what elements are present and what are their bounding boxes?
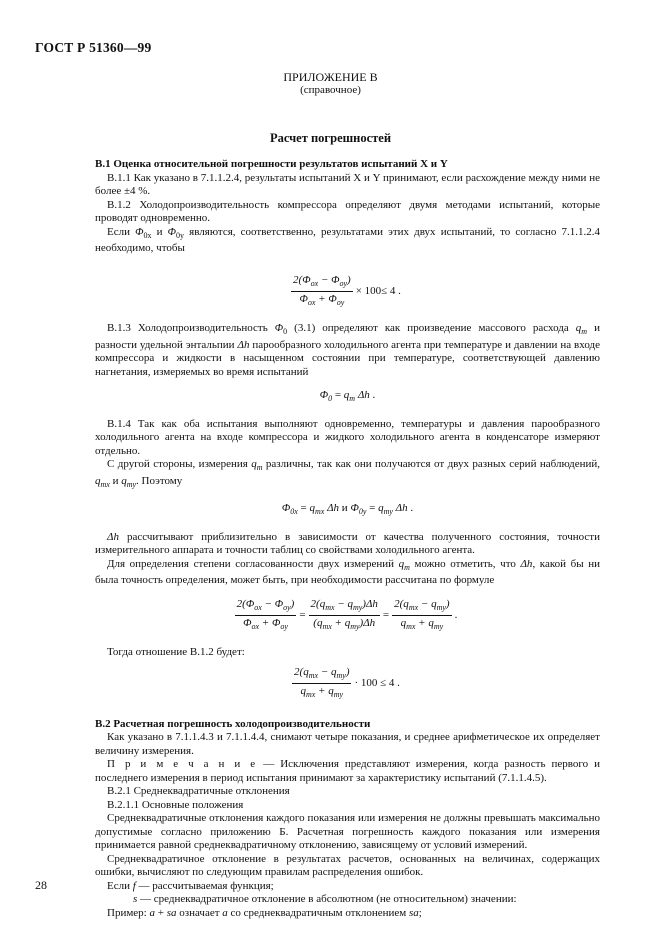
appendix-subtitle: (справочное) — [300, 84, 361, 96]
paragraph-b1-1: В.1.1 Как указано в 7.1.1.2.4, результаты испытаний X и Y принимают, если расхождение между ними не более ±4 %. — [95, 171, 600, 197]
b1-heading: В.1 Оценка относительной погрешности результатов испытаний X и Y — [95, 158, 448, 170]
paragraph-b1-3: В.1.3 Холодопроизводительность $\Phi_0$ (3.1) определяют как произведение массового расхода $q_m$ и разности удельной энтальпии Δh парообразного холодильного агента при температуре и давлении на входе компрессора и жидкости в насыщенном состоянии при температуре, соответствующей давлению нагнетания, измеряемых во время испытаний — [95, 322, 601, 378]
paragraph-b1-4: В.1.4 Так как оба испытания выполняют одновременно, температуры и давления парообразного холодильного агента на входе компрессора и жидкого холодильного агента в конденсаторе измеряют отдельно. — [95, 417, 600, 457]
paragraph-deviations: Среднеквадратичные отклонения каждого показания или измерения не должны превышать максимально допустимые согласно приложению Б. Расчетная погрешность каждого показания или измерения принимается равной среднеквадратичному отклонению, зависящему от условий измерений. — [95, 812, 600, 852]
formula-1: $\frac{2(\Phi_{ox} - \Phi_{oy})}{\Phi_{ox} + \Phi_{oy}}$ × 100≤ 4 . — [293, 273, 401, 308]
paragraph-dh: Δh рассчитывают приблизительно в зависимости от качества полученного состояния, точности измерительного аппарата и точности таблиц со свойствами холодильного агента. — [95, 530, 600, 556]
page-number: 28 — [35, 878, 47, 892]
paragraph-example: Пример: a + sa означает a со среднеквадратичным отклонением sa; — [107, 906, 422, 919]
formula-3: $\Phi_{0x} = q_{mx}$ Δh и $\Phi_{0y} = q_{my}$ Δh . — [281, 501, 414, 516]
formula-2: $\Phi_0 = q_m$ Δh . — [319, 389, 376, 404]
paragraph-degree: Для определения степени согласованности двух измерений $q_m$ можно отметить, что Δh, какой бы ни была точность определения, может быть, при необходимости рассчитана по формуле — [95, 557, 600, 587]
note: П р и м е ч а н и е — Исключения представляют измерения, когда разность первого и последнего измерения в период испытания принимают за характеристику испытаний (7.1.1.4.5). — [95, 758, 600, 784]
paragraph-ratio: Тогда отношение В.1.2 будет: — [107, 646, 245, 659]
section-title: Расчет погрешностей — [269, 131, 392, 145]
main-content — [95, 152, 600, 920]
paragraph-calculation: Среднеквадратичное отклонение в результатах расчетов, основанных на величинах, содержащих ошибки, вычисляют по следующим правилам распределения ошибок. — [95, 852, 600, 879]
b2-heading: В.2 Расчетная погрешность холодопроизводительности — [95, 717, 371, 730]
paragraph-b2: Как указано в 7.1.1.4.3 и 7.1.1.4.4, снимают четыре показания, и среднее арифметическое их определяет величину измерения. — [95, 731, 600, 757]
paragraph-b2-1: В.2.1 Среднеквадратичные отклонения — [107, 785, 290, 798]
paragraph-if: Если $\Phi_{0x}$ и $\Phi_{0y}$ являются, соответственно, результатами этих двух испытаний, то согласно 7.1.1.2.4 необходимо, чтобы — [95, 225, 601, 255]
document-header: ГОСТ Р 51360—99 — [35, 40, 152, 55]
paragraph-b1-2: В.1.2 Холодопроизводительность компрессора определяют двумя методами испытаний, которые проводят одновременно. — [95, 198, 600, 224]
appendix-title: ПРИЛОЖЕНИЕ В — [283, 70, 378, 84]
formula-5: $\frac{2(q_{mx} - q_{my})}{q_{mx} + q_{my}}$ · 100 ≤ 4 . — [294, 665, 400, 700]
appendix-heading — [0, 71, 661, 97]
paragraph-s-definition: s — среднеквадратичное отклонение в абсолютном (не относительном) значении: — [133, 893, 517, 906]
paragraph-b2-1-1: В.2.1.1 Основные положения — [107, 798, 244, 811]
paragraph-function: Если f — рассчитываемая функция; — [107, 879, 274, 892]
formula-4: $\frac{2(\Phi_{ox} - \Phi_{oy})}{\Phi_{ox} + \Phi_{oy}}$ = $\frac{2(q_{mx} - q_{my})\Delta h}{(q_{mx} + q_{my})\Delta h}$ = $\frac{2(q_{mx} - q_{my})}{q_{mx} + q_{my}}$ . — [236, 597, 458, 632]
paragraph-other-side: С другой стороны, измерения $q_m$ различны, так как они получаются от двух разных серий наблюдений, $q_{mx}$ и $q_{my}$. Поэтому — [95, 458, 600, 490]
